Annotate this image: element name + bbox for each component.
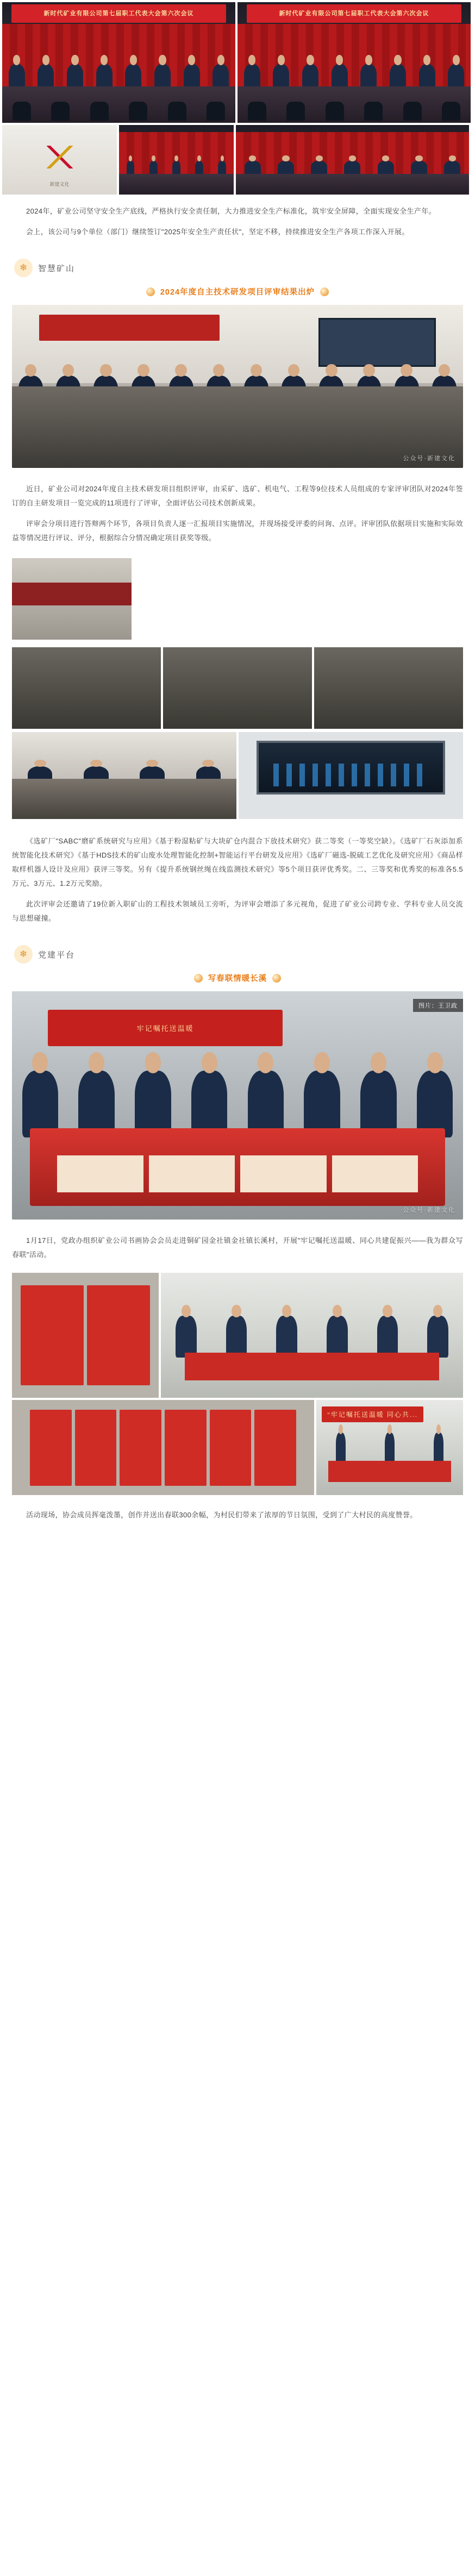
intro-paragraph-1: 2024年，矿业公司坚守安全生产底线，严格执行安全责任制，大力推进安全生产标准化，筑牢安全屏障，全面实现安全生产年。 bbox=[26, 207, 436, 215]
conference-attendees bbox=[238, 58, 471, 89]
section1-body-a bbox=[0, 474, 475, 556]
decorative-dot-right bbox=[272, 974, 281, 983]
section1-title: 2024年度自主技术研发项目评审结果出炉 bbox=[160, 288, 315, 297]
section-tag-party-building: 党建平台 bbox=[38, 950, 76, 960]
section2-body-a bbox=[0, 1226, 475, 1273]
calligraphy-photo-group bbox=[316, 1400, 463, 1495]
section2-paragraph-1: 1月17日，党政办组织矿业公司书画协会会员走进铜矿园金社镇金社镇长溪村，开展"牢记嘱托送温暖、同心共建促振兴——我为群众写春联"活动。 bbox=[12, 1236, 463, 1259]
review-photo-b bbox=[163, 647, 312, 729]
review-photo-trio bbox=[0, 647, 475, 732]
section-header-smart-mine bbox=[0, 250, 475, 280]
review-photo-a bbox=[12, 647, 161, 729]
section1-paragraph-3: 《选矿厂"SABC"磨矿系统研究与应用》《基于粉湿粘矿与大块矿仓内混合下放技术研究》获二等奖（一等奖空缺）。《选矿厂石灰添加系统智能化技术研究》《基于HDS技术的矿山废水处理智能化控制+智能运行平台研发及应用》《选矿厂磁选-脱硫工艺优化及研究应用》《商品样取样机器人设计及应用》获评三等奖。另有《提升系统钢丝绳在线监测技术研究》等5个项目获评优秀奖。二、三等奖和优秀奖的标准各5.5万元、3万元、1.2万元奖励。 bbox=[12, 837, 463, 887]
leaf-icon: ❄ bbox=[14, 259, 33, 277]
conference-banner-text-1: 新时代矿业有限公司第七届职工代表大会第六次会议 bbox=[11, 4, 226, 22]
section2-title: 写春联情暖长溪 bbox=[208, 974, 267, 983]
section-header-party-building bbox=[0, 936, 475, 967]
event-sticker: "牢记嘱托送温暖 同心共... bbox=[322, 1406, 423, 1422]
calligraphy-photo-grid bbox=[0, 1273, 475, 1500]
conference-attendees bbox=[2, 58, 235, 89]
section-tag-smart-mine: 智慧矿山 bbox=[38, 264, 76, 273]
intro-section bbox=[0, 197, 475, 250]
section1-title-row bbox=[0, 280, 475, 305]
conference-banner-text-2: 新时代矿业有限公司第七届职工代表大会第六次会议 bbox=[247, 4, 461, 22]
review-photo-c bbox=[314, 647, 463, 729]
review-photo-pair bbox=[0, 732, 475, 827]
decorative-dot-right bbox=[320, 287, 329, 296]
logo-caption: 新建文化 bbox=[49, 182, 70, 187]
top-photo-grid bbox=[0, 0, 475, 197]
company-logo-icon bbox=[47, 146, 73, 168]
calligraphy-banner-text: 牢记嘱托送温暖 bbox=[48, 1010, 283, 1046]
watermark-meeting: 公众号·新建文化 bbox=[403, 455, 455, 462]
conference-photo-1 bbox=[2, 2, 235, 123]
section1-paragraph-1: 近日，矿业公司对2024年度自主技术研发项目组织评审，由采矿、选矿、机电气、工程等9位技术人员组成的专家评审团队对2024年签订的自主研发项目一览完成的11项进行了评审，全面评估公司技术创新成果。 bbox=[12, 485, 463, 507]
intro-paragraph-2: 会上，该公司与9个单位（部门）继续签订"2025年安全生产责任状"，坚定不移，持续推进安全生产各项工作深入开展。 bbox=[26, 228, 409, 236]
section2-body-b bbox=[0, 1500, 475, 1533]
section1-paragraph-4: 此次评审会还邀请了19位新入职矿山的工程技术领域员工旁听，为评审会增添了多元视角，促进了矿业公司跨专业、学科专业人员交流与思想碰撞。 bbox=[12, 900, 463, 922]
watermark-calligraphy: 公众号·新建文化 bbox=[403, 1207, 455, 1214]
photo-credit-badge: 图片：王卫政 bbox=[413, 999, 463, 1012]
section2-title-row bbox=[0, 967, 475, 991]
conference-photo-4 bbox=[236, 125, 469, 195]
review-meeting-photo bbox=[12, 305, 463, 468]
section1-body-b bbox=[0, 827, 475, 936]
conference-photo-3 bbox=[119, 125, 234, 195]
calligraphy-main-photo bbox=[12, 991, 463, 1220]
calligraphy-photo-scrolls bbox=[12, 1400, 314, 1495]
decorative-dot-left bbox=[146, 287, 155, 296]
review-detail-photo bbox=[12, 558, 132, 640]
section1-paragraph-2: 评审会分项目进行答辩两个环节，各项目负责人逐一汇报项目实施情况，并现场接受评委的问询、点评。评审团队依据项目实施和实际效益等情况进行评议、评分，根据综合分情况确定项目获奖等级。 bbox=[12, 520, 464, 542]
presentation-photo bbox=[12, 732, 236, 819]
conference-photo-2 bbox=[238, 2, 471, 123]
calligraphy-photo-writer bbox=[12, 1273, 159, 1398]
calligraphy-photo-outdoor bbox=[161, 1273, 463, 1398]
company-logo-photo bbox=[2, 125, 117, 195]
technical-screen-photo bbox=[239, 732, 463, 819]
leaf-icon: ❄ bbox=[14, 945, 33, 964]
decorative-dot-left bbox=[194, 974, 203, 983]
section2-paragraph-2: 活动现场，协会成员挥毫泼墨，创作并送出春联300余幅，为村民们带来了浓厚的节日氛围，受到了广大村民的高度赞誉。 bbox=[26, 1511, 417, 1519]
